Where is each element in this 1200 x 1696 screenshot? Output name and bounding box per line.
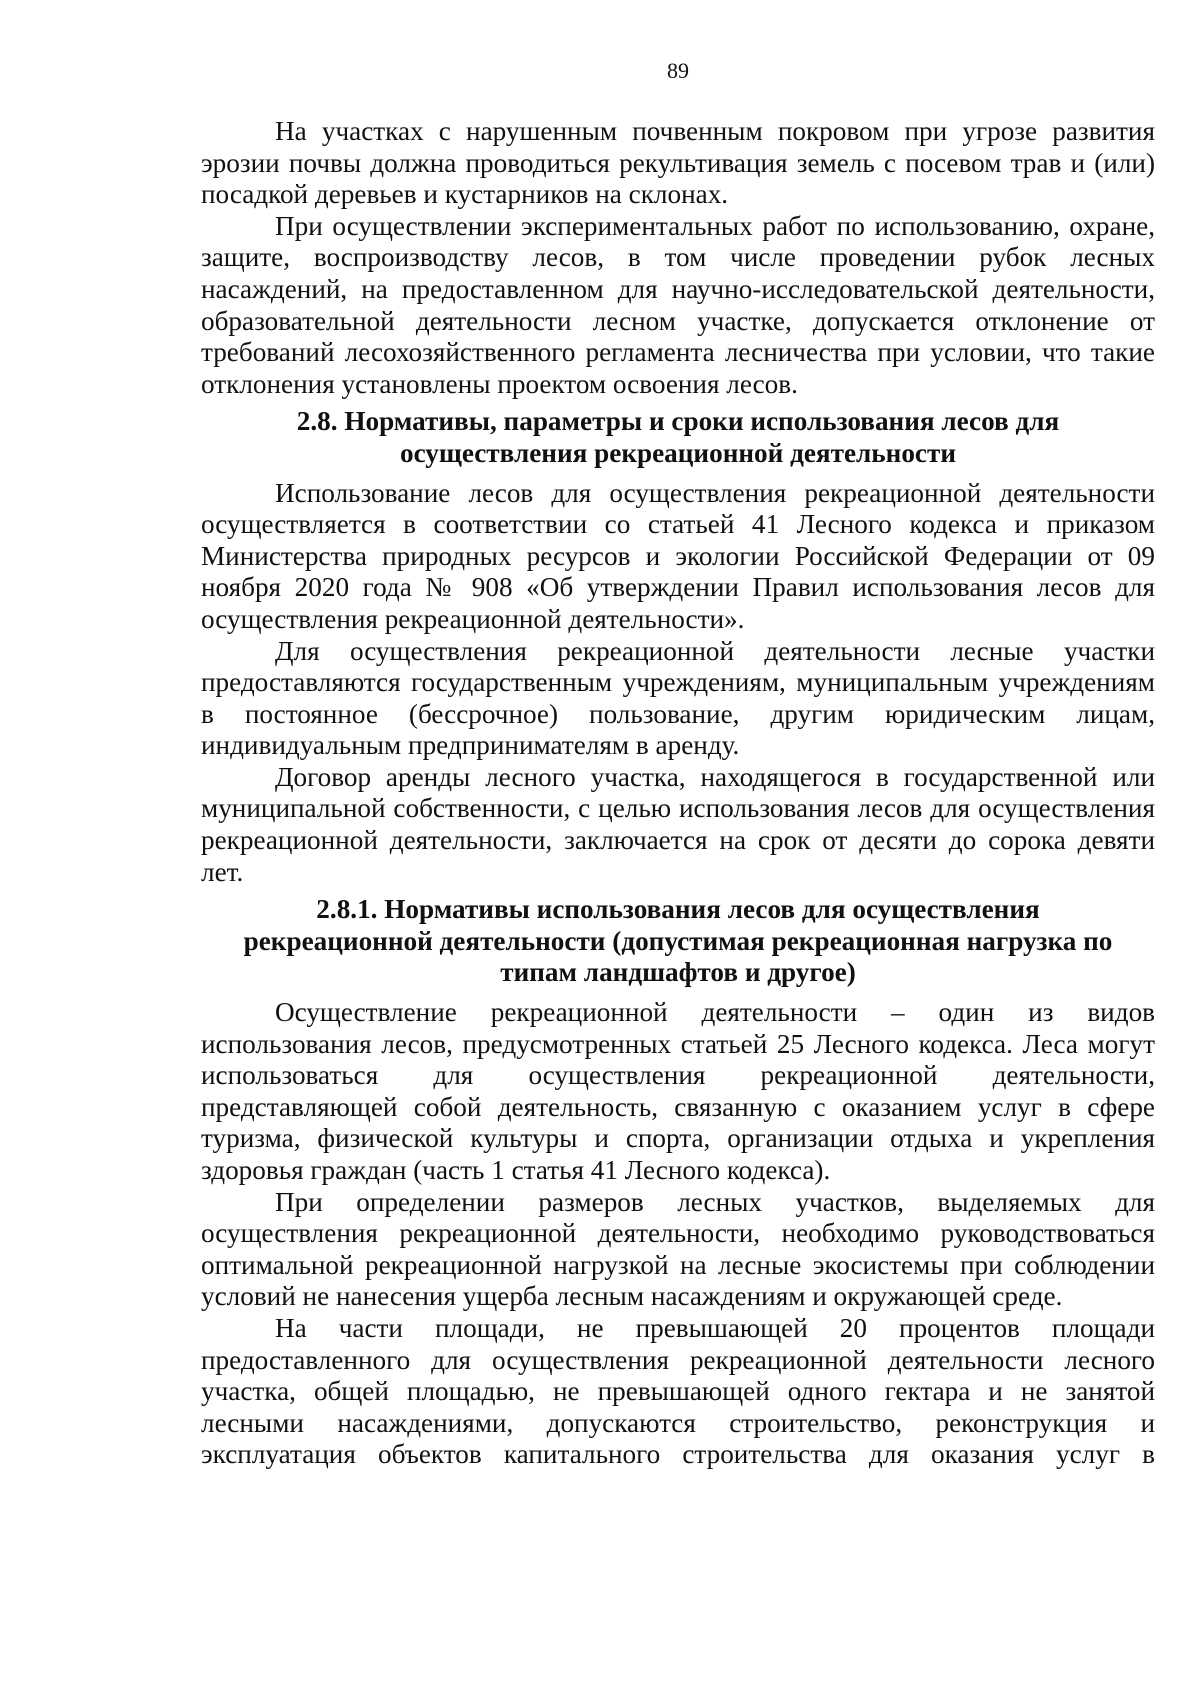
page-number: 89 (667, 58, 689, 83)
heading-line: 2.8.1. Нормативы использования лесов для осуществления (316, 894, 1040, 925)
paragraph-1: На участках с нарушенным почвенным покровом при угрозе развития эрозии почвы должна проводиться рекультивация земель с посевом трав и (или) посадкой деревьев и кустарников на склонах. (201, 116, 1155, 210)
paragraph-4: Для осуществления рекреационной деятельности лесные участки предоставляются государственным учреждениям, муниципальным учреждениям в постоянное (бессрочное) пользование, другим юридическим лицам, индивидуальным предпринимателям в аренду. (201, 635, 1155, 761)
paragraph-2: При осуществлении экспериментальных работ по использованию, охране, защите, воспроизводству лесов, в том числе проведении рубок лесных насаждений, на предоставленном для научно-исследовательской деятельности, образовательной деятельности лесном участке, допускается отклонение от требований лесохозяйственного регламента лесничества при условии, что такие отклонения установлены проектом освоения лесов. (201, 210, 1155, 399)
document-body (201, 116, 1155, 1471)
paragraph-6: Осуществление рекреационной деятельности – один из видов использования лесов, предусмотренных статьей 25 Лесного кодекса. Леса могут использоваться для осуществления рекреационной деятельности, представляющей собой деятельность, связанную с оказанием услуг в сфере туризма, физической культуры и спорта, организации отдыха и укрепления здоровья граждан (часть 1 статья 41 Лесного кодекса). (201, 997, 1155, 1185)
heading-line: осуществления рекреационной деятельности (399, 437, 957, 468)
section-heading-2 (201, 894, 1155, 989)
paragraph-8: На части площади, не превышающей 20 процентов площади предоставленного для осуществления рекреационной деятельности лесного участка, общей площадью, не превышающей одного гектара и не занятой лесными насаждениями, допускаются строительство, реконструкция и эксплуатация объектов капитального строительства для оказания услуг в (201, 1312, 1155, 1470)
paragraph-3: Использование лесов для осуществления рекреационной деятельности осуществляется в соответствии со статьей 41 Лесного кодекса и приказом Министерства природных ресурсов и экологии Российской Федерации от 09 ноября 2020 года № 908 «Об утверждении Правил использования лесов для осуществления рекреационной деятельности». (201, 477, 1155, 634)
heading-line: типам ландшафтов и другое) (500, 957, 856, 988)
heading-line: рекреационной деятельности (допустимая рекреационная нагрузка по (243, 925, 1113, 956)
paragraph-7: При определении размеров лесных участков, выделяемых для осуществления рекреационной деятельности, необходимо руководствоваться оптимальной рекреационной нагрузкой на лесные экосистемы при соблюдении условий не нанесения ущерба лесным насаждениям и окружающей среде. (201, 1186, 1155, 1312)
paragraph-5: Договор аренды лесного участка, находящегося в государственной или муниципальной собственности, с целью использования лесов для осуществления рекреационной деятельности, заключается на срок от десяти до сорока девяти лет. (201, 761, 1155, 887)
section-heading-1 (201, 406, 1155, 469)
heading-line: 2.8. Нормативы, параметры и сроки использования лесов для (296, 406, 1060, 437)
